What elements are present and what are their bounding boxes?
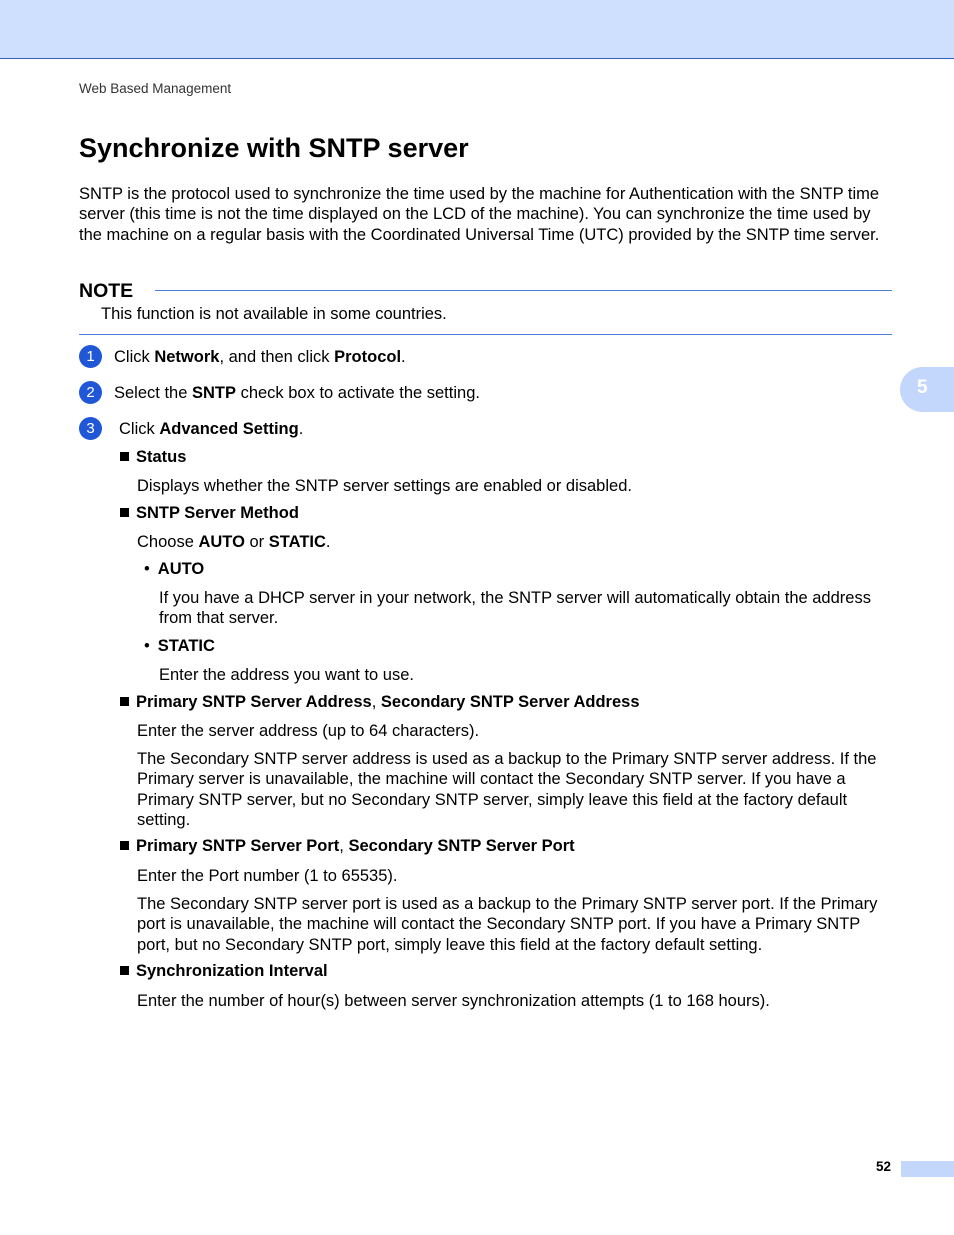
running-head: Web Based Management [79, 81, 232, 96]
status-desc: Displays whether the SNTP server settings are enabled or disabled. [137, 477, 632, 495]
square-bullet-icon [120, 841, 129, 850]
bullet-dot-icon: • [144, 637, 150, 655]
interval-heading: Synchronization Interval [120, 962, 328, 981]
square-bullet-icon [120, 966, 129, 975]
step-1-badge: 1 [79, 345, 102, 368]
page-title: Synchronize with SNTP server [79, 133, 469, 163]
static-desc: Enter the address you want to use. [159, 666, 414, 684]
square-bullet-icon [120, 697, 129, 706]
advanced-setting-label: Advanced Setting [159, 420, 299, 438]
step-2-text: Select the SNTP check box to activate the setting. [114, 384, 480, 402]
note-heading: NOTE [79, 280, 134, 302]
chapter-tab: 5 [900, 367, 954, 412]
port-desc-1: Enter the Port number (1 to 65535). [137, 867, 398, 885]
page-number: 52 [876, 1159, 892, 1174]
address-heading: Primary SNTP Server Address, Secondary SNTP Server Address [120, 693, 640, 712]
bullet-dot-icon: • [144, 560, 150, 578]
step-1-text: Click Network, and then click Protocol. [114, 348, 406, 366]
step-2-badge: 2 [79, 381, 102, 404]
note-text: This function is not available in some countries. [101, 305, 447, 323]
page-number-bar [901, 1161, 954, 1177]
protocol-link: Protocol [334, 348, 402, 366]
auto-desc: If you have a DHCP server in your network, the SNTP server will automatically obtain the address from that server. [159, 589, 871, 628]
square-bullet-icon [120, 508, 129, 517]
port-heading: Primary SNTP Server Port, Secondary SNTP Server Port [120, 837, 575, 856]
auto-bullet: • AUTO [144, 560, 205, 578]
sntp-label: SNTP [191, 384, 236, 402]
status-heading: Status [120, 448, 186, 467]
step-3-badge: 3 [79, 417, 102, 440]
address-desc-2: The Secondary SNTP server address is used as a backup to the Primary SNTP server address. If the Primary server is unavailable, the machine will contact the Secondary SNTP server. If you have a Primary SNTP server, but no Secondary SNTP server, simply leave this field at the factory default setting. [137, 750, 877, 829]
method-heading: SNTP Server Method [120, 504, 299, 523]
static-bullet: • STATIC [144, 637, 215, 655]
note-divider [155, 290, 892, 291]
square-bullet-icon [120, 452, 129, 461]
method-choose: Choose AUTO or STATIC. [137, 533, 331, 551]
intro-paragraph: SNTP is the protocol used to synchronize the time used by the machine for Authentication with the SNTP time server (this time is not the time displayed on the LCD of the machine). You can synchronize the time used by the machine on a regular basis with the Coordinated Universal Time (UTC) provided by the SNTP time server. [79, 185, 880, 244]
interval-desc: Enter the number of hour(s) between server synchronization attempts (1 to 168 hours). [137, 992, 770, 1010]
port-desc-2: The Secondary SNTP server port is used as a backup to the Primary SNTP server port. If the Primary port is unavailable, the machine will contact the Secondary SNTP port. If you have a Primary SNTP port, but no Secondary SNTP port, simply leave this field at the factory default setting. [137, 895, 878, 954]
note-bottom-divider [79, 334, 892, 335]
network-link: Network [154, 348, 220, 366]
address-desc-1: Enter the server address (up to 64 characters). [137, 722, 480, 740]
step-3-text: Click Advanced Setting. [119, 420, 304, 438]
header-band [0, 0, 954, 59]
